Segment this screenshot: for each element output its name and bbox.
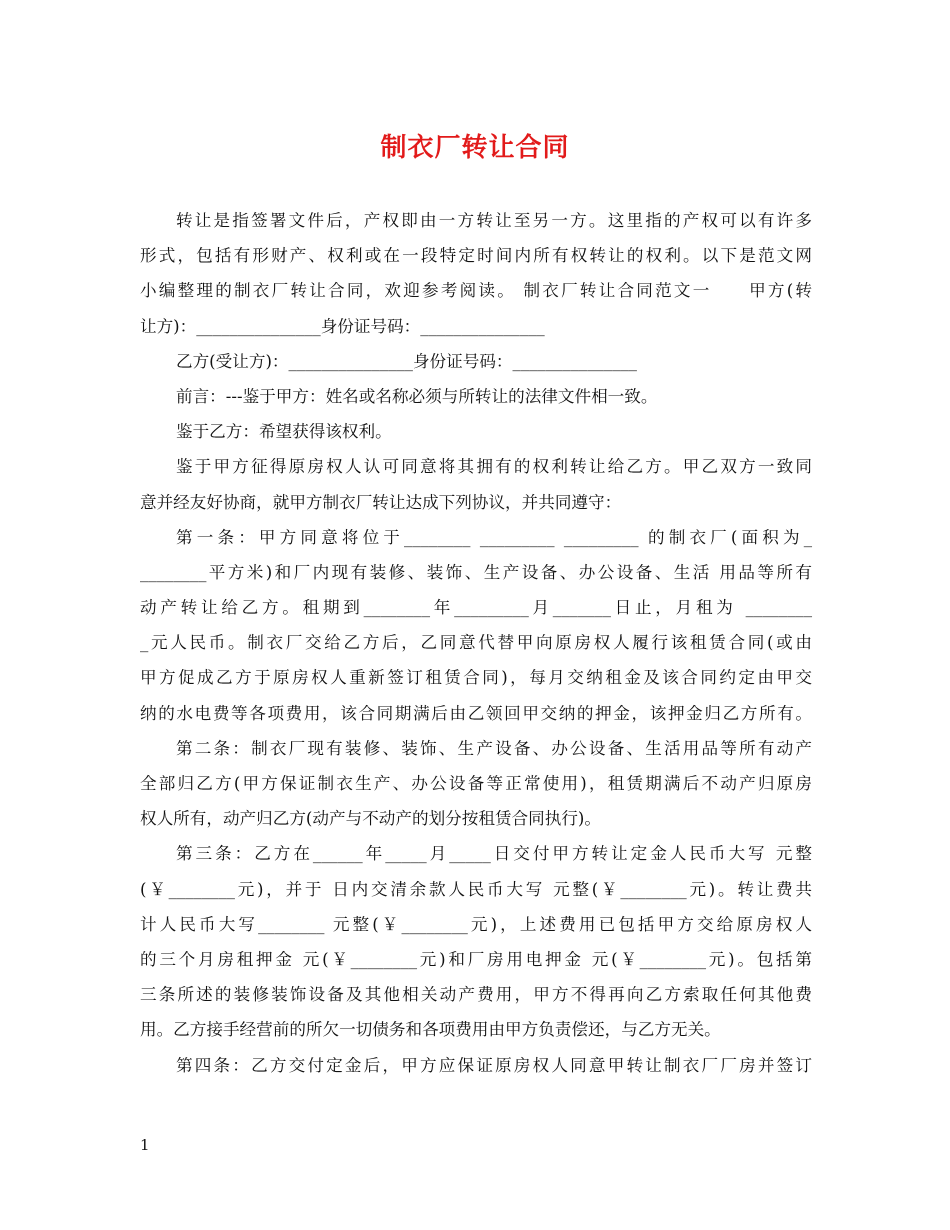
text-line: 全部归乙方(甲方保证制衣生产、办公设备等正常使用)，租赁期满后不动产归原房 [140,774,812,793]
text-line: 动产转让给乙方。租期到________年_________月_______日止，月租为 ________ [140,598,812,618]
text-line: 第二条：制衣厂现有装修、装饰、生产设备、办公设备、生活用品等所有动产 [176,738,812,758]
text-line: _元人民币。制衣厂交给乙方后，乙同意代替甲向原房权人履行该租赁合同(或由 [140,633,812,653]
text-line: 第三条：乙方在______年_____月_____日交付甲方转让定金人民币大写 元整 [176,844,812,864]
text-line: 小编整理的制衣厂转让合同，欢迎参考阅读。 制衣厂转让合同范文一 甲方(转 [140,281,812,301]
text-line: 权人所有，动产归乙方(动产与不动产的划分按租赁合同执行)。 [140,809,601,829]
text-line: 用。乙方接手经营前的所欠一切债务和各项费用由甲方负责偿还，与乙方无关。 [140,1020,721,1040]
text-line: 转让是指签署文件后，产权即由一方转让至另一方。这里指的产权可以有许多 [176,211,812,230]
text-line: 第四条：乙方交付定金后，甲方应保证原房权人同意甲转让制衣厂厂房并签订 [176,1055,812,1075]
page-number: 1 [140,1136,150,1154]
text-line: ________平方米)和厂内现有装修、装饰、生产设备、办公设备、生活 用品等所有 [140,562,812,582]
text-line: 乙方(受让方)：_______________身份证号码：_______________ [176,351,637,371]
text-line: 第一条：甲方同意将位于________ _________ _________ 的制衣厂(面积为_ [176,527,812,547]
text-line: 意并经友好协商，就甲方制衣厂转让达成下列协议，并共同遵守： [140,492,622,512]
text-line: 前言：---鉴于甲方：姓名或名称必须与所转让的法律文件相一致。 [176,386,658,406]
text-line: 让方)：_______________身份证号码：_______________ [140,316,545,336]
text-line: 形式，包括有形财产、权利或在一段特定时间内所有权转让的权利。以下是范文网 [140,246,812,266]
text-line: 纳的水电费等各项费用，该合同期满后由乙领回甲交纳的押金，该押金归乙方所有。 [140,703,812,723]
text-line: 鉴于甲方征得原房权人认可同意将其拥有的权利转让给乙方。甲乙双方一致同 [176,457,812,477]
text-line: 甲方促成乙方于原房权人重新签订租赁合同)，每月交纳租金及该合同约定由甲交 [140,668,812,688]
document-body [140,203,812,1083]
text-line: 的三个月房租押金 元(￥________元)和厂房用电押金 元(￥________元)。包括第 [140,949,812,969]
document-title: 制衣厂转让合同 [380,133,570,163]
text-line: (￥________元)，并于 日内交清余款人民币大写 元整(￥________元)。转让费共 [140,879,812,899]
text-line: 计人民币大写________ 元整(￥________元)，上述费用已包括甲方交给原房权人 [140,914,812,934]
text-line: 三条所述的装修装饰设备及其他相关动产费用，甲方不得再向乙方索取任何其他费 [140,985,812,1005]
text-line: 鉴于乙方：希望获得该权利。 [176,422,392,442]
